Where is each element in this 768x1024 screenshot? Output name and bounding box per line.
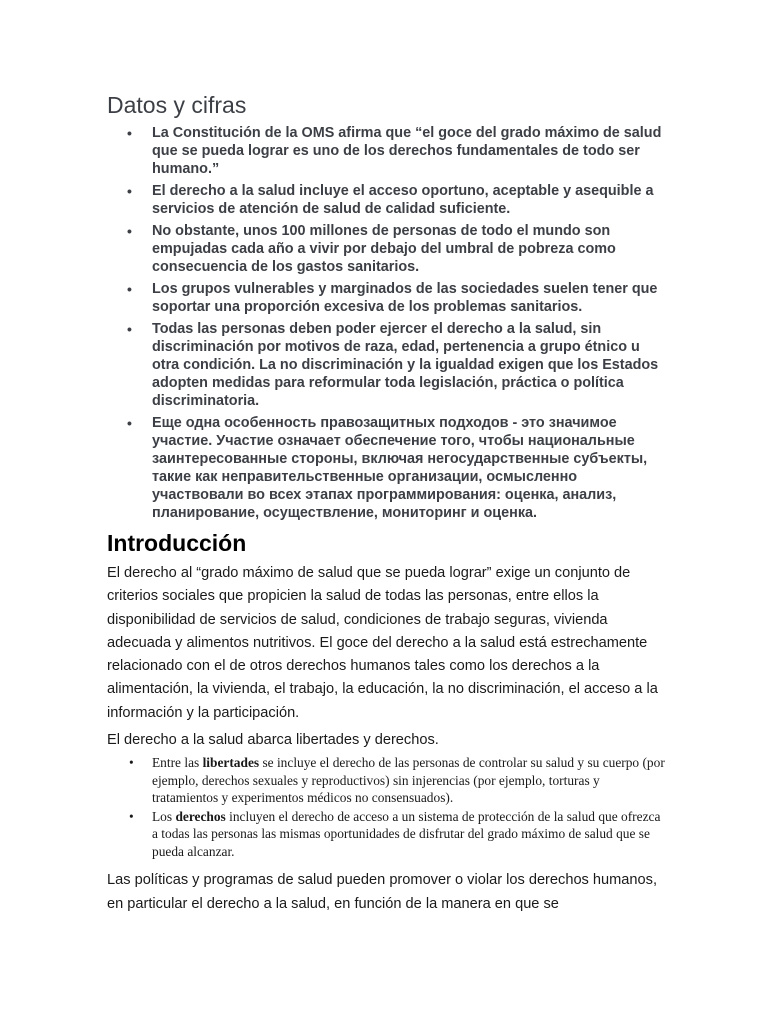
rights-item-derechos bbox=[107, 808, 667, 861]
fact-text: Los grupos vulnerables y marginados de las sociedades suelen tener que soportar una proporción excesiva de los problemas sanitarios. bbox=[152, 281, 658, 315]
fact-item bbox=[107, 182, 667, 218]
rights-item-text: se incluye el derecho de las personas de controlar su salud y su cuerpo (por ejemplo, derechos sexuales y reproductivos) sin injerencias (por ejemplo, torturas y tratamientos y experimentos médicos no consensuados). bbox=[152, 755, 665, 806]
fact-item bbox=[107, 222, 667, 276]
rights-item-libertades bbox=[107, 754, 667, 807]
facts-list bbox=[107, 124, 667, 522]
fact-text: Еще одна особенность правозащитных подходов - это значимое участие. Участие означает обеспечение того, чтобы национальные заинтересованные стороны, включая негосударственные субъекты, такие как неправительственные организации, осмысленно участвовали во всех этапах программирования: оценка, анализ, планирование, осуществление, мониторинг и оценка. bbox=[152, 415, 648, 521]
intro-paragraph-2: El derecho a la salud abarca libertades y derechos. bbox=[107, 732, 439, 749]
fact-text: La Constitución de la OMS afirma que “el goce del grado máximo de salud que se pueda lograr es uno de los derechos fundamentales de todo ser humano.” bbox=[152, 125, 662, 177]
rights-item-prefix: Los bbox=[152, 808, 176, 824]
fact-item bbox=[107, 320, 667, 410]
section-title-datos: Datos y cifras bbox=[107, 92, 247, 118]
document-page bbox=[107, 90, 667, 916]
bullet-icon: • bbox=[127, 183, 132, 199]
rights-item-text: incluyen el derecho de acceso a un sistema de protección de la salud que ofrezca a todas las personas las mismas oportunidades de disfrutar del grado máximo de salud que se pueda alcanzar. bbox=[152, 808, 661, 859]
intro-paragraph-1: El derecho al “grado máximo de salud que se pueda lograr” exige un conjunto de criterios sociales que propicien la salud de todas las personas, entre ellos la disponibilidad de servicios de salud, condiciones de trabajo seguras, vivienda adecuada y alimentos nutritivos. El goce del derecho a la salud está estrechamente relacionado con el de otros derechos humanos tales como los derechos a la alimentación, la vivienda, el trabajo, la educación, la no discriminación, el acceso a la información y la participación. bbox=[107, 565, 658, 721]
rights-list bbox=[107, 754, 667, 860]
fact-item bbox=[107, 124, 667, 178]
fact-text: Todas las personas deben poder ejercer el derecho a la salud, sin discriminación por motivos de raza, edad, pertenencia a grupo étnico u otra condición. La no discriminación y la igualdad exigen que los Estados adopten medidas para reformular toda legislación, práctica o política discriminatoria. bbox=[152, 321, 659, 409]
fact-item bbox=[107, 280, 667, 316]
rights-item-keyword: libertades bbox=[202, 755, 260, 771]
bullet-icon: • bbox=[127, 223, 132, 239]
bullet-icon: • bbox=[127, 125, 132, 141]
bullet-icon: • bbox=[127, 415, 132, 431]
bullet-icon: • bbox=[129, 755, 134, 771]
rights-item-prefix: Entre las bbox=[152, 755, 203, 771]
bullet-icon: • bbox=[127, 281, 132, 297]
fact-text: El derecho a la salud incluye el acceso oportuno, aceptable y asequible a servicios de atención de salud de calidad suficiente. bbox=[152, 183, 654, 217]
bullet-icon: • bbox=[127, 321, 132, 337]
bullet-icon: • bbox=[129, 808, 134, 824]
fact-text: No obstante, unos 100 millones de personas de todo el mundo son empujadas cada año a vivir por debajo del umbral de pobreza como consecuencia de los gastos sanitarios. bbox=[152, 223, 616, 275]
rights-item-keyword: derechos bbox=[175, 808, 226, 824]
intro-paragraph-3: Las políticas y programas de salud pueden promover o violar los derechos humanos, en particular el derecho a la salud, en función de la manera en que se bbox=[107, 872, 658, 912]
fact-item bbox=[107, 414, 667, 522]
section-title-introduccion: Introducción bbox=[107, 530, 247, 556]
